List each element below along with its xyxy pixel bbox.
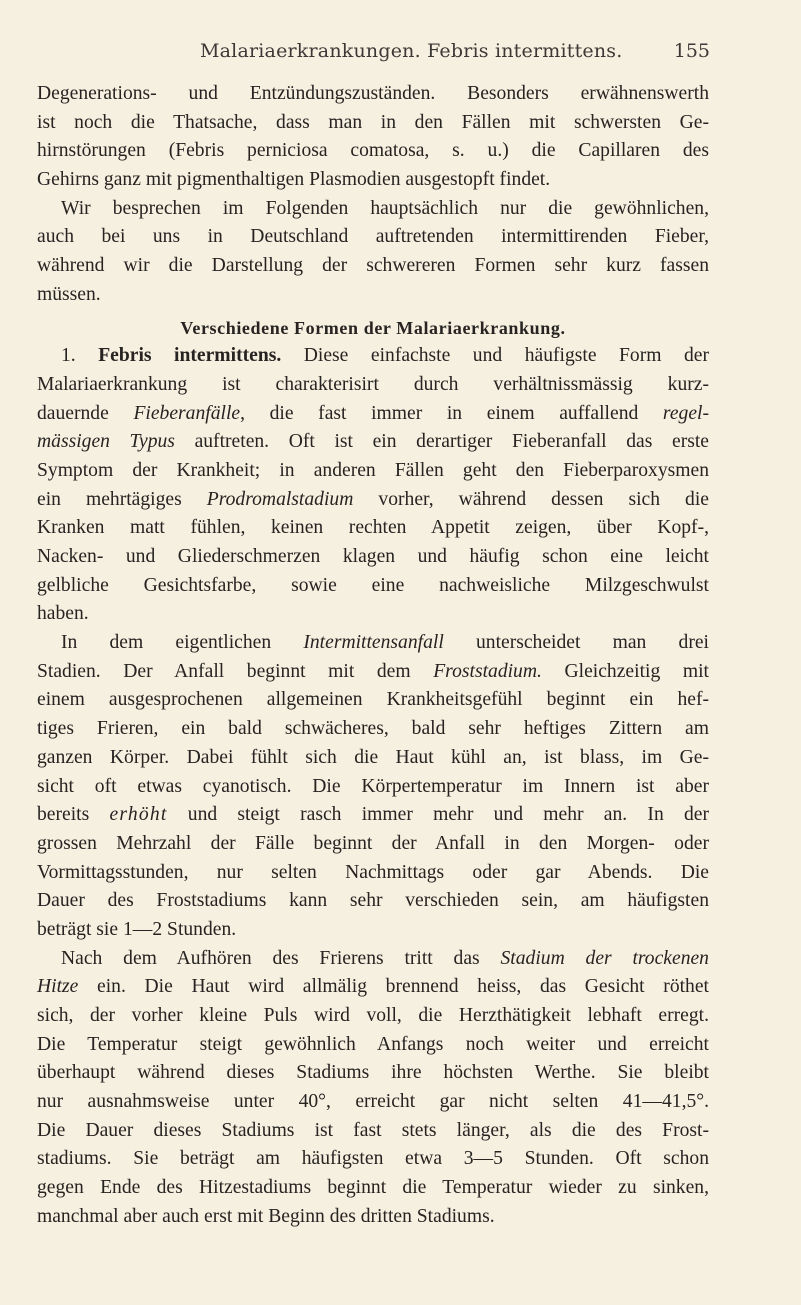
text-fragment: Diese einfachste und häufigste Form der	[303, 345, 710, 367]
text-line: müssen.	[37, 283, 101, 305]
text-line: während wir die Darstellung der schwereren Formen sehr kurz fassen	[37, 255, 709, 277]
item-number: 1.	[61, 345, 76, 367]
text-line: Die Temperatur steigt gewöhnlich Anfangs noch weiter und erreicht	[37, 1033, 709, 1055]
text-line: Malariaerkrankung ist charakterisirt durch verhältnissmässig kurz-	[37, 373, 709, 395]
text-fragment: auftreten. Oft ist ein derartiger Fieberanfall das erste	[194, 431, 709, 453]
text-line: einem ausgesprochenen allgemeinen Krankheitsgefühl beginnt ein hef-	[37, 689, 709, 711]
running-title: Malariaerkrankungen. Febris intermittens.	[200, 40, 623, 62]
text-line: grossen Mehrzahl der Fälle beginnt der Anfall in den Morgen- oder	[37, 832, 709, 854]
text-fragment: unterscheidet man drei	[475, 632, 709, 654]
text-line: stadiums. Sie beträgt am häufigsten etwa 3—5 Stunden. Oft schon	[37, 1148, 709, 1170]
text-line: beträgt sie 1—2 Stunden.	[37, 918, 237, 940]
text-line: sich, der vorher kleine Puls wird voll, die Herzthätigkeit lebhaft erregt.	[37, 1005, 709, 1026]
text-line	[37, 428, 709, 457]
text-line: nur ausnahmsweise unter 40°, erreicht gar nicht selten 41—41,5°.	[37, 1091, 709, 1113]
text-line: manchmal aber auch erst mit Beginn des dritten Stadiums.	[37, 1205, 495, 1227]
text-line	[37, 486, 709, 515]
running-header	[200, 40, 710, 68]
text-line: Kranken matt fühlen, keinen rechten Appetit zeigen, über Kopf-,	[37, 517, 709, 539]
text-line: Wir besprechen im Folgenden hauptsächlich nur die gewöhnlichen,	[61, 197, 709, 219]
page-number: 155	[673, 40, 710, 62]
emphasis: regel-	[662, 402, 709, 424]
text-line: auch bei uns in Deutschland auftretenden intermittirenden Fieber,	[37, 226, 709, 248]
text-fragment: dauernde	[37, 402, 109, 424]
emphasis: mässigen Typus	[37, 431, 175, 453]
text-line: ist noch die Thatsache, dass man in den Fällen mit schwersten Ge-	[37, 111, 709, 133]
text-line: Dauer des Froststadiums kann sehr verschieden sein, am häufigsten	[37, 890, 709, 912]
text-fragment: Gleichzeitig mit	[564, 660, 709, 682]
text-line: ganzen Körper. Dabei fühlt sich die Haut kühl an, ist blass, im Ge-	[37, 746, 709, 768]
text-line	[37, 945, 709, 974]
text-fragment: Nach dem Aufhören des Frierens tritt das	[61, 947, 480, 969]
text-fragment: bereits	[37, 804, 90, 826]
body-text	[37, 80, 709, 1232]
text-fragment: ein. Die Haut wird allmälig brennend heiss, das Gesicht röthet	[97, 976, 709, 998]
text-line: Gehirns ganz mit pigmenthaltigen Plasmodien ausgestopft findet.	[37, 169, 551, 191]
text-line: sicht oft etwas cyanotisch. Die Körpertemperatur im Innern ist aber	[37, 775, 709, 797]
emphasis: Stadium der trockenen	[500, 947, 709, 969]
text-line: gegen Ende des Hitzestadiums beginnt die Temperatur wieder zu sinken,	[37, 1177, 709, 1199]
text-fragment: In dem eigentlichen	[61, 632, 272, 654]
emphasis: Fieberanfälle	[133, 402, 241, 424]
text-line	[37, 973, 709, 1002]
text-fragment: Stadien. Der Anfall beginnt mit dem	[37, 660, 411, 682]
text-fragment: , die fast immer in einem auffallend	[240, 402, 639, 424]
text-line: Degenerations- und Entzündungszuständen. Besonders erwähnenswerth	[37, 83, 709, 104]
emphasis: Prodromalstadium	[206, 488, 354, 510]
text-line	[37, 400, 709, 429]
text-fragment: und steigt rasch immer mehr und mehr an. In der	[187, 804, 710, 826]
emphasis: Intermittensanfall	[303, 632, 444, 654]
text-line: haben.	[37, 603, 89, 625]
item-title: Febris intermittens.	[98, 345, 282, 367]
text-fragment: ein mehrtägiges	[37, 488, 182, 510]
text-line	[37, 629, 709, 658]
emphasis: erhöht	[109, 804, 168, 826]
text-line: Die Dauer dieses Stadiums ist fast stets länger, als die des Frost-	[37, 1119, 709, 1141]
text-line: Nacken- und Gliederschmerzen klagen und häufig schon eine leicht	[37, 546, 709, 567]
text-line: tiges Frieren, ein bald schwächeres, bald sehr heftiges Zittern am	[37, 718, 709, 740]
text-line: gelbliche Gesichtsfarbe, sowie eine nachweisliche Milzgeschwulst	[37, 574, 709, 596]
text-line: hirnstörungen (Febris perniciosa comatosa, s. u.) die Capillaren des	[37, 140, 709, 162]
text-line: überhaupt während dieses Stadiums ihre höchsten Werthe. Sie bleibt	[37, 1062, 709, 1084]
text-line: Vormittagsstunden, nur selten Nachmittags oder gar Abends. Die	[37, 861, 709, 883]
text-line	[37, 658, 709, 687]
emphasis: Froststadium.	[433, 660, 542, 682]
section-heading: Verschiedene Formen der Malariaerkrankung.	[180, 317, 566, 338]
text-line: Symptom der Krankheit; in anderen Fällen geht den Fieberparoxysmen	[37, 459, 709, 481]
text-fragment: vorher, während dessen sich die	[378, 488, 709, 510]
text-line	[37, 801, 709, 830]
emphasis: Hitze	[37, 976, 79, 998]
text-line	[37, 342, 709, 371]
